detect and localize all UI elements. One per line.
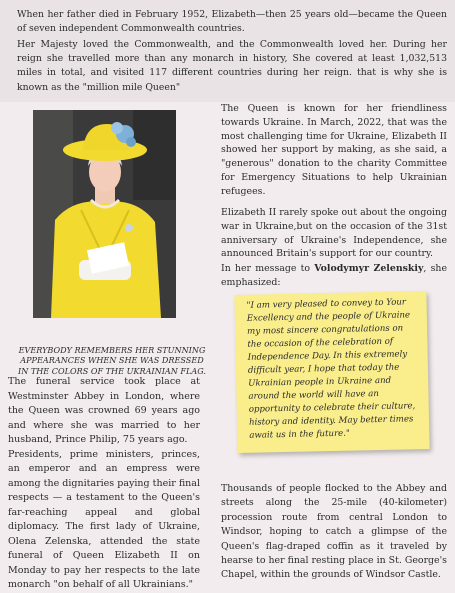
intro-section <box>0 0 455 102</box>
queen-portrait-image <box>33 110 176 318</box>
message-intro: In her message to <box>221 263 315 274</box>
funeral-paragraph-2: Presidents, prime ministers, princes, an emperor and an empress were among the dignitaries paying their final respects — a testament to the Queen's far-reaching appeal and global diplomacy. The first lady of Ukraine, Olena Zelenska, attended the state funeral of Queen Elizabeth II on Monday to pay her respects to the late monarch "on behalf of all Ukrainians." <box>8 448 200 590</box>
ukraine-paragraph-3 <box>221 262 447 290</box>
funeral-paragraph-1: The funeral service took place at Westminster Abbey in London, where the Queen was crowned 69 years ago and where she was married to her husband, Prince Philip, 75 years ago. <box>8 376 200 445</box>
ukraine-paragraph-2: Elizabeth II rarely spoke out about the ongoing war in Ukraine,but on the occasion of the 31st anniversary of Ukraine's Independence, she announced Britain's support for our country. <box>221 207 447 260</box>
zelenskiy-name: Volodymyr Zelenskiy <box>314 263 424 274</box>
intro-paragraph-2: Her Majesty loved the Commonwealth, and the Commonwealth loved her. During her reign she travelled more than any monarch in history, She covered at least 1,032,513 miles in total, and visited 117 different countries during her reign. that is why she is known as the "million mile Queen" <box>17 39 447 93</box>
quote-sticky-note <box>234 291 429 453</box>
funeral-article-column <box>8 375 200 593</box>
message-suffix: , she emphasized: <box>221 263 447 288</box>
photo-caption: EVERYBODY REMEMBERS HER STUNNING APPEARANCES WHEN SHE WAS DRESSED IN THE COLORS OF THE UKRAINIAN FLAG. <box>18 345 206 376</box>
ukraine-paragraph-1: The Queen is known for her friendliness towards Ukraine. In March, 2022, that was the most challenging time for Ukraine, Elizabeth II showed her support by making, as she said, a "generous" donation to the charity Committee for Emergency Situations to help Ukrainian refugees. <box>221 103 447 197</box>
procession-article <box>221 482 447 583</box>
procession-paragraph: Thousands of people flocked to the Abbey and streets along the 25-mile (40-kilometer) procession route from central London to Windsor, hoping to catch a glimpse of the Queen's flag-draped coffin as it traveled by hearse to her final resting place in St. George's Chapel, within the grounds of Windsor Castle. <box>221 483 447 581</box>
queen-quote: "I am very pleased to convey to Your Excellency and the people of Ukraine my most sincere congratulations on the occasion of the celebration of Independence Day. In this extremely difficult year, I hope that today the Ukrainian people in Ukraine and around the world will have an opportunity to celebrate their culture, history and identity. May better times await us in the future." <box>246 297 416 441</box>
intro-paragraph-1: When her father died in February 1952, Elizabeth—then 25 years old—became the Queen of seven independent Commonwealth countries. <box>17 9 447 35</box>
